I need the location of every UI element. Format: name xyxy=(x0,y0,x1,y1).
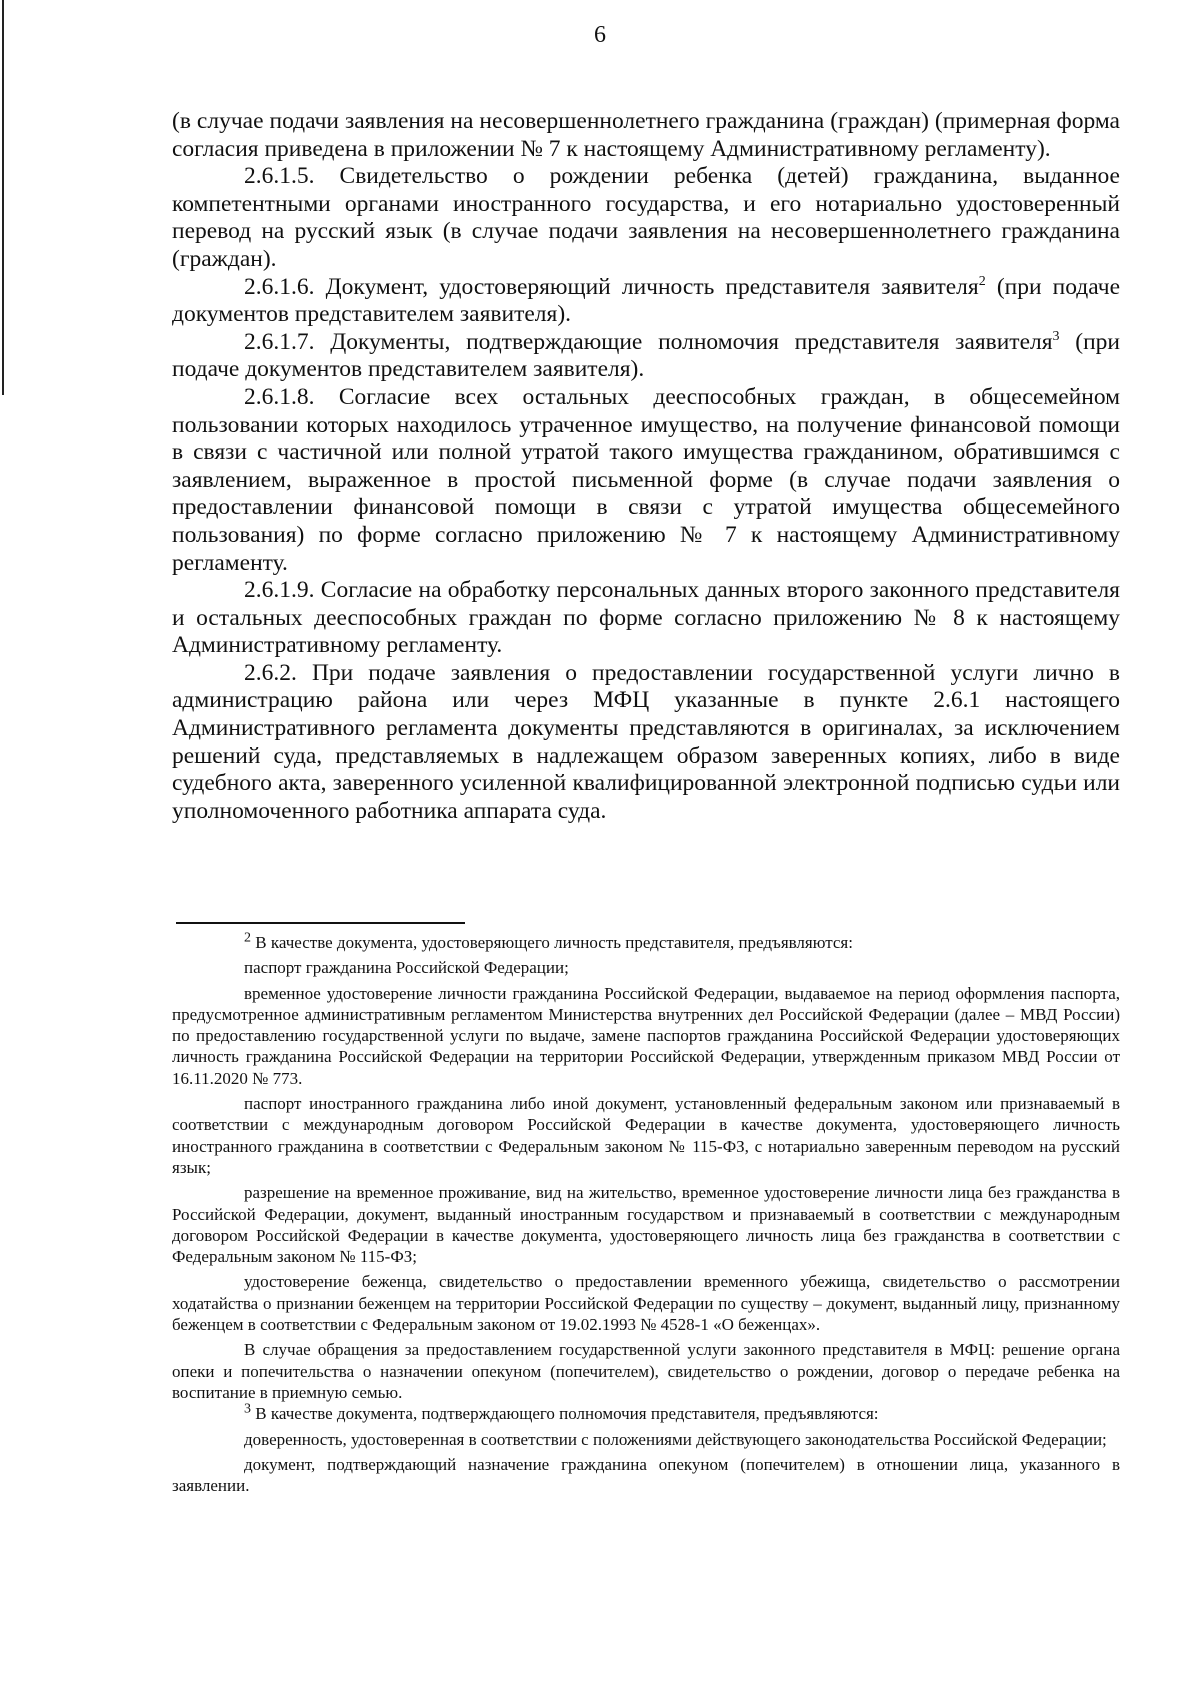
footnote-item: паспорт гражданина Российской Федерации; xyxy=(244,958,569,978)
paragraph-text: 2.6.1.7. Документы, подтверждающие полномочия представителя заявителя xyxy=(244,328,1053,355)
footnote-text: В качестве документа, подтверждающего полномочия представителя, предъявляются: xyxy=(251,1404,879,1424)
paragraph-text: 2.6.1.6. Документ, удостоверяющий личность представителя заявителя xyxy=(244,273,979,300)
footnote-mark-3: 3 xyxy=(244,1401,251,1417)
footnote-item: удостоверение беженца, свидетельство о предоставлении временного убежища, свидетельство о рассмотрении ходатайства о признании беженцем на территории Российской Федерации по существу – документ, выданный лицу, признанному беженцем в соответствии с Федеральным законом от 19.02.1993 № 4528-1 «О беженцах». xyxy=(172,1272,1120,1335)
footnote-ref-2[interactable]: 2 xyxy=(978,273,986,289)
footnote-ref-3[interactable]: 3 xyxy=(1052,328,1060,344)
paragraph-2-6-1-6 xyxy=(172,274,1120,329)
footnote-2-heading xyxy=(172,932,1120,953)
footnote-item: В случае обращения за предоставлением государственной услуги законного представителя в МФЦ: решение органа опеки и попечительства о назначении опекуном (попечителем), свидетельство о рождении, договор о передаче ребенка на воспитание в приемную семью. xyxy=(172,1340,1120,1402)
paragraph-tail: (при подаче документов представителем заявителя). xyxy=(172,273,1121,328)
footnote-item: паспорт иностранного гражданина либо иной документ, установленный федеральным законом или признаваемый в соответствии с международным договором Российской Федерации в качестве документа, удостоверяющего личность иностранного гражданина в соответствии с Федеральным законом № 115-ФЗ, с нотариально заверенным переводом на русский язык; xyxy=(172,1094,1120,1177)
paragraph-tail: (при подаче документов представителем заявителя). xyxy=(172,328,1120,383)
paragraph-2-6-1-7 xyxy=(172,329,1120,384)
footnote-mark-2: 2 xyxy=(244,930,251,946)
paragraph-2-6-1-8: 2.6.1.8. Согласие всех остальных дееспособных граждан, в общесемейном пользовании которых находилось утраченное имущество, на получение финансовой помощи в связи с частичной или полной утратой такого имущества гражданином, обратившимся с заявлением, выраженное в простой письменной форме (в случае подачи заявления о предоставлении финансовой помощи в связи с утратой имущества общесемейного пользования) по форме согласно приложению № 7 к настоящему Административному регламенту. xyxy=(172,383,1120,576)
scan-edge-line xyxy=(2,0,4,395)
footnote-item: разрешение на временное проживание, вид на жительство, временное удостоверение личности лица без гражданства в Российской Федерации, документ, выданный иностранным государством и признаваемый в соответствии с международным договором Российской Федерации в качестве документа, удостоверяющего личность лица без гражданства в соответствии с Федеральным законом № 115-ФЗ; xyxy=(172,1183,1120,1267)
paragraph-2-6-1-9: 2.6.1.9. Согласие на обработку персональных данных второго законного представителя и остальных дееспособных граждан по форме согласно приложению № 8 к настоящему Административному регламенту. xyxy=(172,577,1120,659)
footnote-separator xyxy=(176,922,465,924)
paragraph-continuation: (в случае подачи заявления на несовершеннолетнего гражданина (граждан) (примерная форма согласия приведена в приложении № 7 к настоящему Административному регламенту). xyxy=(172,108,1120,162)
page-number: 6 xyxy=(594,22,606,48)
footnote-item: доверенность, удостоверенная в соответствии с положениями действующего законодательства Российской Федерации; xyxy=(244,1429,1107,1449)
footnote-text: В качестве документа, удостоверяющего личность представителя, предъявляются: xyxy=(251,933,853,952)
paragraph-2-6-1-5: 2.6.1.5. Свидетельство о рождении ребенка (детей) гражданина, выданное компетентными органами иностранного государства, и его нотариально удостоверенный перевод на русский язык (в случае подачи заявления на несовершеннолетнего гражданина (граждан). xyxy=(172,163,1120,272)
paragraph-2-6-2: 2.6.2. При подаче заявления о предоставлении государственной услуги лично в администрацию района или через МФЦ указанные в пункте 2.6.1 настоящего Административного регламента документы представляются в оригиналах, за исключением решений суда, представляемых в надлежащем образом заверенных копиях, либо в виде судебного акта, заверенного усиленной квалифицированной электронной подписью судьи или уполномоченного работника аппарата суда. xyxy=(172,659,1120,824)
footnotes xyxy=(172,932,1120,1500)
footnote-item: документ, подтверждающий назначение гражданина опекуном (попечителем) в отношении лица, указанного в заявлении. xyxy=(172,1454,1120,1496)
footnote-item: временное удостоверение личности гражданина Российской Федерации, выдаваемое на период оформления паспорта, предусмотренное административным регламентом Министерства внутренних дел Российской Федерации (далее – МВД России) по предоставлению государственной услуги по выдаче, замене паспортов гражданина Российской Федерации удостоверяющих личность гражданина Российской Федерации на территории Российской Федерации, утвержденным приказом МВД России от 16.11.2020 № 773. xyxy=(172,983,1120,1088)
footnote-3-heading xyxy=(172,1403,1120,1424)
main-text xyxy=(172,108,1120,825)
